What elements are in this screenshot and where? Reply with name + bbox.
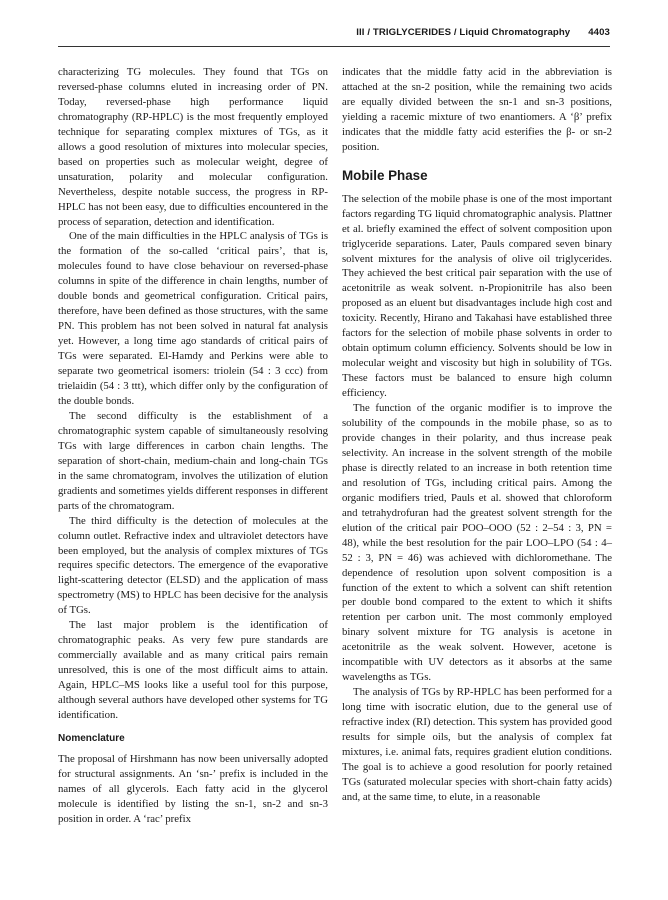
left-paragraph-6: The proposal of Hirshmann has now been universally adopted for structural assignments. An ‘sn-’ prefix is included in the names of all glycerols. Each fatty acid in the glycerol molecule is identified by listing the sn-1, sn-2 and sn-3 position in order. A ‘rac’ prefix xyxy=(58,752,328,825)
left-column xyxy=(58,65,328,827)
left-paragraph-1: characterizing TG molecules. They found that TGs on reversed-phase columns eluted in increasing order of PN. Today, reversed-phase high performance liquid chromatography (RP-HPLC) is the most frequently employed technique for separating complex mixtures of TGs, as it allows a good resolution of mixtures into molecular species, based on properties such as molecular weight, degree of unsaturation, polarity and molecular configuration. Nevertheless, despite notable success, the progress in RP-HPLC has not been easy, due to difficulties encountered in the process of separation, detection and identification. xyxy=(58,66,328,228)
running-header xyxy=(356,27,610,38)
right-paragraph-4: The analysis of TGs by RP-HPLC has been performed for a long time with isocratic elution, due to the general use of refractive index (RI) detection. This system has provided good results for simple oils, but the analysis of complex fat mixtures, i.e. animal fats, requires gradient elution conditions. The goal is to achieve a good resolution for poorly retained TGs (saturated molecular species with short-chain fatty acids) and, at the same time, to elute, in a reasonable xyxy=(342,686,612,803)
right-paragraph-2: The selection of the mobile phase is one of the most important factors regarding TG liquid chromatographic analysis. Plattner et al. briefly examined the effect of solvent composition upon triglyceride separations. Later, Pauls compared seven binary solvent mixtures for the analysis of olive oil triglycerides. They achieved the best critical pair separation with the use of acetonitrile as weak solvent. n-Propionitrile has also been proposed as an eluent but disadvantages include high cost and toxicity. Recently, Hirano and Takahasi have established three factors for the selection of mobile phase solvents in order to obtain optimum column efficiency. Solvents should be low in molecular weight and viscosity but high in solubility of TGs. These factors must be balanced to ensure high column efficiency. xyxy=(342,192,612,400)
left-paragraph-4: The third difficulty is the detection of molecules at the column outlet. Refractive index and ultraviolet detectors have been employed, but the analysis of complex mixtures of TGs requires specific detectors. The emergence of the evaporative light-scattering detector (ELSD) and the application of mass spectrometry (MS) to HPLC has been decisive for the analysis of TGs. xyxy=(58,514,328,617)
right-paragraph-3: The function of the organic modifier is to improve the solubility of the compounds in the mobile phase, so as to provide changes in their polarity, and thus increase peak selectivity. An increase in the solvent strength of the mobile phase is directly related to an increase in both retention time and resolution of TGs, including critical pairs. Among the organic modifiers tried, Pauls et al. showed that chloroform and tetrahydrofuran had the greatest solvent strength for the elution of the critical pair POO–OOO (52 : 2–54 : 3, PN = 48), while the best resolution for the pair LOO–LPO (54 : 4–52 : 3, PN = 46) was achieved with dichloromethane. The dependence of resolution upon solvent composition is a function of the extent to which a solvent can shift retention per double bond compared to the extent to which it shifts retention per carbon unit. The most commonly employed binary solvent mixture for TG analysis is acetone in acetonitrile as the weak solvent. However, acetone is incompatible with UV detectors as it absorbs at the same wavelengths as TGs. xyxy=(342,402,612,684)
nomenclature-subheading: Nomenclature xyxy=(58,732,125,744)
left-paragraph-5: The last major problem is the identification of chromatographic peaks. As very few pure standards are commercially available and as many critical pairs remain unresolved, this is one of the most difficult aims to attain. Again, HPLC–MS looks like a useful tool for this purpose, although several authors have developed other systems for TG identification. xyxy=(58,619,328,721)
running-title: III / TRIGLYCERIDES / Liquid Chromatography xyxy=(356,27,571,38)
left-paragraph-3: The second difficulty is the establishment of a chromatographic system capable of simultaneously resolving TGs with large differences in carbon chain lengths. The separation of short-chain, medium-chain and long-chain TGs in the same chromatogram, involves the utilization of elution gradients and sometimes yields different responses in different parts of the chromatogram. xyxy=(58,409,328,512)
left-paragraph-2: One of the main difficulties in the HPLC analysis of TGs is the formation of the so-called ‘critical pairs’, that is, molecules found to have close behaviour on reversed-phase columns in spite of the difference in chain lengths, number of double bonds and geometrical configuration. Critical pairs, therefore, have been defined as those structures, with the same PN. This problem has not been solved in natural fat analysis yet. However, a long time ago standards of critical pairs of TGs were separated. El-Hamdy and Perkins were able to separate two geometrical isomers: triolein (54 : 3 ccc) from trielaidin (54 : 3 ttt), which differ only by the configuration of the double bonds. xyxy=(58,230,328,407)
page-header xyxy=(0,0,668,44)
right-column xyxy=(342,65,612,805)
right-paragraph-1: indicates that the middle fatty acid in the abbreviation is attached at the sn-2 position, while the remaining two acids are equally divided between the sn-1 and sn-3 positions, yielding a racemic mixture of two enantiomers. A ‘β’ prefix indicates that the middle fatty acid esterifies the β- or sn-2 position. xyxy=(342,66,612,153)
page-number: 4403 xyxy=(588,27,610,38)
mobile-phase-heading: Mobile Phase xyxy=(342,167,428,183)
header-rule xyxy=(58,46,610,47)
